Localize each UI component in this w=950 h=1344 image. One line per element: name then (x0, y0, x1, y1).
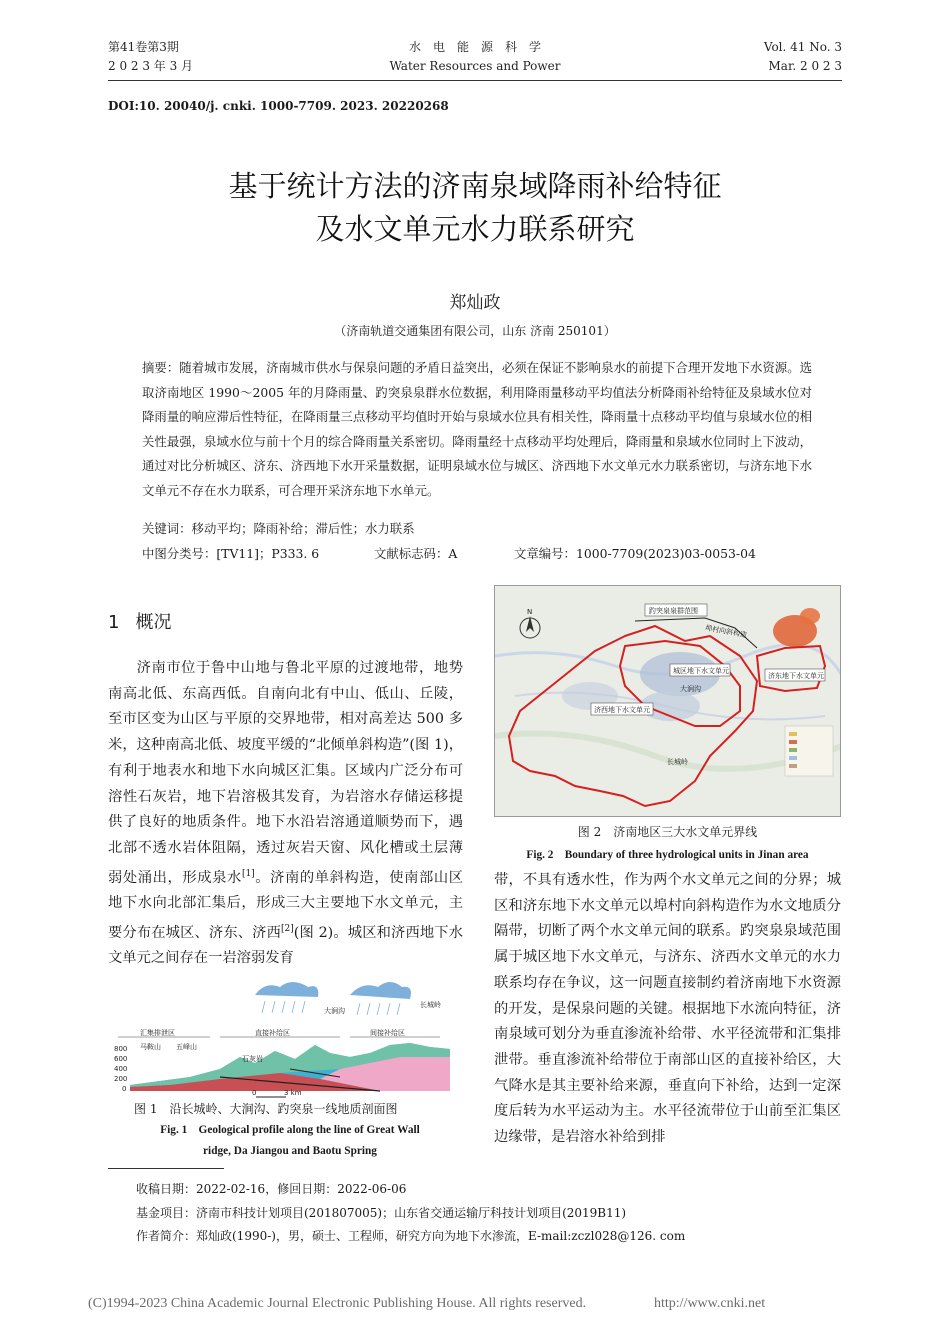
paper-title (108, 165, 842, 251)
citation-2[interactable]: [2] (281, 923, 294, 934)
changcheng-label: 长城岭 (420, 1001, 441, 1009)
journal-volume-en (764, 38, 842, 76)
journal-name-cn: 水 电 能 源 科 学 (408, 40, 541, 54)
copyright-notice: (C)1994-2023 China Academic Journal Electronic Publishing House. All rights reserved. (88, 1296, 587, 1311)
limestone-label: 石灰岩 (242, 1055, 263, 1063)
city-unit-label: 城区地下水文单元 (673, 667, 729, 675)
issue-date: 2 0 2 3 年 3 月 (108, 59, 194, 73)
running-header (108, 38, 842, 78)
scale-0: 0 (252, 1089, 257, 1097)
y-tick-400: 400 (114, 1065, 128, 1073)
section-title: 概况 (135, 612, 172, 633)
abstract: 摘要：随着城市发展，济南城市供水与保泉问题的矛盾日益突出，必须在保证不影响泉水的前提下合理开发地下水资源。选取济南地区 1990～2005 年的月降雨量、趵突泉泉群水位数据，利用降雨量移动平均值法分析降雨补给特征及泉域水位对降雨量的响应滞后性特征，在降雨量三点移动平均值时开始与泉域水位具有相关性，降雨量十点移动平均值与泉域水位的相关性最强，泉域水位与前十个月的综合降雨量关系密切。降雨量经十点移动平均处理后，降雨量和泉域水位同时上下波动，通过对比分析城区、济东、济西地下水开采量数据，证明泉域水位与城区、济西地下水文单元水力联系密切，与济东地下水文单元不存在水力联系，可合理开采济东地下水单元。 (142, 360, 812, 498)
doi[interactable]: DOI:10. 20040/j. cnki. 1000-7709. 2023. 20220268 (108, 99, 449, 113)
jixi-unit-label: 济西地下水文单元 (594, 706, 650, 714)
journal-name-en: Water Resources and Power (389, 59, 561, 73)
y-tick-0: 0 (122, 1085, 127, 1093)
body-part-3: (图 2)。城区和济西地下水文单元之间存在一岩溶弱发育 (108, 924, 464, 967)
figure-1-caption-en (120, 1120, 460, 1162)
affiliation: （济南轨道交通集团有限公司，山东 济南 250101） (334, 324, 616, 338)
body-part-2: 。济南的单斜构造，使南部山区地下水向北部汇集后，形成三大主要地下水文单元，主要分布在城区、济东、济西 (108, 869, 464, 941)
citation-1[interactable]: [1] (241, 868, 255, 879)
document-code: 文献标志码：A (374, 546, 458, 561)
figure-1-caption-en-line-1: Fig. 1 Geological profile along the line of Great Wall (160, 1124, 420, 1136)
profile-graphic (80, 973, 460, 1101)
fund-project: 基金项目：济南市科技计划项目(201807005)；山东省交通运输厅科技计划项目(2019B11) (136, 1205, 627, 1220)
received-date: 收稿日期：2022-02-16，修回日期：2022-06-06 (136, 1182, 407, 1196)
y-tick-600: 600 (114, 1055, 128, 1063)
dajiangou-label: 大涧沟 (680, 685, 701, 693)
north-label: N (527, 608, 533, 616)
left-body-text (108, 656, 463, 972)
volume-en: Vol. 41 No. 3 (763, 40, 842, 54)
scale-3km: 3 km (284, 1089, 302, 1097)
fucun-label: 埠村向斜构造 (704, 624, 748, 640)
author-bio: 作者简介：郑灿政(1990-)，男，硕士、工程师，研究方向为地下水渗流，E-mail:zczl028@126. com (136, 1229, 686, 1243)
title-line-1: 基于统计方法的济南泉域降雨补给特征 (228, 169, 722, 203)
indirect-recharge-label: 间接补给区 (370, 1029, 405, 1037)
title-line-2: 及水文单元水力联系研究 (315, 212, 635, 246)
author: 郑灿政 (449, 293, 501, 313)
keywords: 关键词：移动平均；降雨补给；滞后性；水力联系 (142, 521, 415, 536)
issue-volume: 第41卷第3期 (108, 40, 179, 54)
figure-1-caption-cn: 图 1 沿长城岭、大涧沟、趵突泉一线地质剖面图 (134, 1102, 398, 1116)
figure-1-profile (80, 973, 460, 1101)
figure-1-caption-en-line-2: ridge, Da Jiangou and Baotu Spring (203, 1145, 377, 1157)
figure-2-caption-cn: 图 2 济南地区三大水文单元界线 (577, 825, 758, 839)
section-number: 1 (108, 612, 120, 633)
figure-2-caption-en: Fig. 2 Boundary of three hydrological units in Jinan area (526, 849, 809, 861)
discharge-zone-label: 汇集排泄区 (140, 1029, 175, 1037)
dajiangou-label: 大涧沟 (324, 1007, 345, 1015)
y-tick-200: 200 (114, 1075, 128, 1083)
date-en: Mar. 2 0 2 3 (768, 59, 842, 73)
jidong-unit-label: 济东地下水文单元 (768, 672, 824, 680)
footnote-rule (108, 1168, 224, 1169)
right-body-text: 带，不具有透水性，作为两个水文单元之间的分界；城区和济东地下水文单元以埠村向斜构造作为水文地质分隔带，切断了两个水文单元间的联系。趵突泉泉域范围属于城区地下水文单元，与济东、济西水文单元的水力联系均存在争议，这一问题直接制约着济南地下水资源的开发，是保泉问题的关键。根据地下水流向特征，济南泉域可划分为垂直渗流补给带、水平径流带和汇集排泄带。垂直渗流补给带位于南部山区的直接补给区，大气降水是其主要补给来源，垂直向下补给，达到一定深度后转为水平运动为主。水平径流带位于山前至汇集区边缘带，是岩溶水补给到排 (494, 872, 841, 1146)
section-heading (108, 608, 171, 634)
y-tick-800: 800 (114, 1045, 128, 1053)
clc-number: 中图分类号：[TV11]；P333. 6 (142, 546, 320, 561)
figure-2-map (494, 585, 841, 817)
wufengshan-label: 五峰山 (176, 1043, 197, 1051)
body-part-1: 济南市位于鲁中山地与鲁北平原的过渡地带，地势南高北低、东高西低。自南向北有中山、低山、丘陵，至市区变为山区与平原的交界地带，相对高差达 500 多米，这种南高北低、坡度平缓的“北倾单斜构造”(图 1)，有利于地表水和地下水向城区汇集。区域内广泛分布可溶性石灰岩，地下岩溶极其发育，为岩溶水存储运移提供了良好的地质条件。地下水沿岩溶通道顺势而下，遇北部不透水岩体阻隔，透过灰岩天窗、风化槽或土层薄弱处涌出，形成泉水 (108, 660, 463, 886)
map-graphic (495, 586, 841, 817)
header-rule (108, 80, 842, 81)
cnki-link[interactable]: http://www.cnki.net (654, 1296, 766, 1311)
changcheng-label: 长城岭 (667, 758, 688, 766)
article-number: 文章编号：1000-7709(2023)03-0053-04 (514, 546, 756, 561)
footnotes (136, 1178, 685, 1249)
maanshan-label: 马鞍山 (140, 1043, 161, 1051)
direct-recharge-label: 直接补给区 (255, 1029, 290, 1037)
journal-name (108, 38, 842, 76)
spring-area-label: 趵突泉泉群范围 (649, 607, 698, 615)
